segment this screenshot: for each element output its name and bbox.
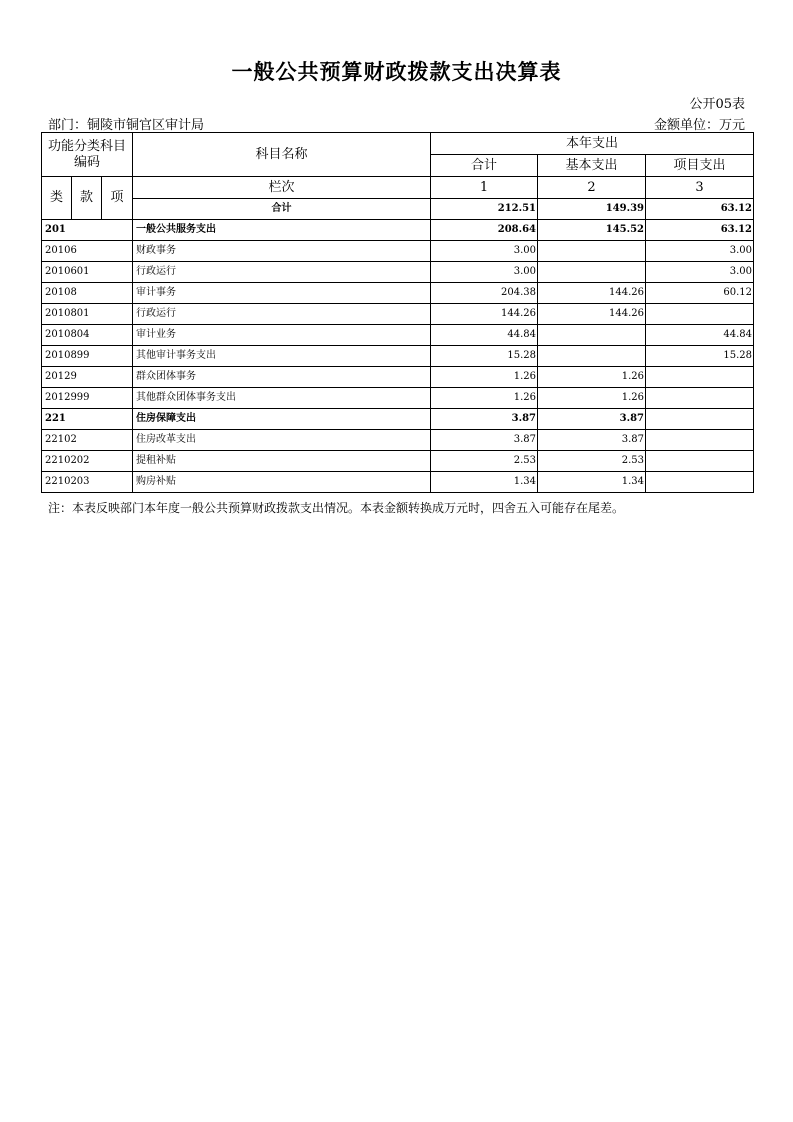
row-name: 其他群众团体事务支出 (133, 388, 431, 409)
row-project (646, 388, 754, 409)
row-code: 221 (42, 409, 133, 430)
total-row-label: 合计 (133, 199, 431, 220)
footnote: 注：本表反映部门本年度一般公共预算财政拨款支出情况。本表金额转换成万元时，四舍五入可能存在尾差。 (48, 501, 625, 515)
amount-unit-label: 金额单位：万元 (653, 118, 745, 133)
row-name: 行政运行 (133, 304, 431, 325)
row-code: 22102 (42, 430, 133, 451)
row-name: 审计事务 (133, 283, 431, 304)
row-code: 20129 (42, 367, 133, 388)
row-project: 63.12 (646, 220, 754, 241)
row-basic: 145.52 (538, 220, 646, 241)
row-project (646, 451, 754, 472)
row-project: 44.84 (646, 325, 754, 346)
row-code: 2210203 (42, 472, 133, 493)
current-year-header: 本年支出 (431, 133, 754, 155)
row-name: 住房改革支出 (133, 430, 431, 451)
row-basic: 2.53 (538, 451, 646, 472)
row-total: 15.28 (431, 346, 538, 367)
row-code: 2010601 (42, 262, 133, 283)
row-basic: 1.34 (538, 472, 646, 493)
row-basic (538, 346, 646, 367)
row-total: 3.87 (431, 430, 538, 451)
total-row-basic: 149.39 (538, 199, 646, 220)
row-code: 2012999 (42, 388, 133, 409)
row-name: 审计业务 (133, 325, 431, 346)
basic-header: 基本支出 (538, 155, 646, 177)
row-project: 3.00 (646, 241, 754, 262)
row-name: 群众团体事务 (133, 367, 431, 388)
code-group-header: 功能分类科目编码 (42, 133, 133, 177)
row-total: 208.64 (431, 220, 538, 241)
department-label: 部门：铜陵市铜官区审计局 (48, 118, 205, 133)
row-basic: 144.26 (538, 304, 646, 325)
table-row (42, 451, 754, 472)
column-3-header: 3 (646, 177, 754, 199)
row-basic (538, 262, 646, 283)
row-total: 204.38 (431, 283, 538, 304)
table-row (42, 325, 754, 346)
row-project: 15.28 (646, 346, 754, 367)
row-basic: 144.26 (538, 283, 646, 304)
form-number: 公开05表 (689, 97, 745, 112)
row-name: 购房补贴 (133, 472, 431, 493)
row-total: 1.26 (431, 388, 538, 409)
expenditure-table (41, 132, 754, 493)
table-row (42, 283, 754, 304)
row-code: 2010899 (42, 346, 133, 367)
row-total: 144.26 (431, 304, 538, 325)
row-name: 其他审计事务支出 (133, 346, 431, 367)
column-number-header: 栏次 (133, 177, 431, 199)
row-project (646, 472, 754, 493)
row-total: 3.00 (431, 241, 538, 262)
row-total: 3.00 (431, 262, 538, 283)
row-basic: 1.26 (538, 367, 646, 388)
row-project: 60.12 (646, 283, 754, 304)
total-header: 合计 (431, 155, 538, 177)
table-row (42, 262, 754, 283)
row-basic (538, 325, 646, 346)
row-code: 2010804 (42, 325, 133, 346)
row-name: 一般公共服务支出 (133, 220, 431, 241)
kuan-header: 款 (72, 177, 102, 220)
row-code: 20106 (42, 241, 133, 262)
lei-header: 类 (42, 177, 72, 220)
row-basic (538, 241, 646, 262)
table-row (42, 241, 754, 262)
row-name: 行政运行 (133, 262, 431, 283)
row-basic: 1.26 (538, 388, 646, 409)
row-basic: 3.87 (538, 409, 646, 430)
row-total: 44.84 (431, 325, 538, 346)
row-project: 3.00 (646, 262, 754, 283)
page-title: 一般公共预算财政拨款支出决算表 (231, 60, 562, 84)
total-row-total: 212.51 (431, 199, 538, 220)
table-row (42, 430, 754, 451)
column-2-header: 2 (538, 177, 646, 199)
row-basic: 3.87 (538, 430, 646, 451)
table-row (42, 388, 754, 409)
total-row-project: 63.12 (646, 199, 754, 220)
row-code: 20108 (42, 283, 133, 304)
table-row (42, 472, 754, 493)
project-header: 项目支出 (646, 155, 754, 177)
row-total: 3.87 (431, 409, 538, 430)
xiang-header: 项 (102, 177, 133, 220)
row-total: 1.34 (431, 472, 538, 493)
table-row (42, 367, 754, 388)
row-name: 提租补贴 (133, 451, 431, 472)
subject-name-header: 科目名称 (133, 133, 431, 177)
table-row (42, 304, 754, 325)
row-total: 2.53 (431, 451, 538, 472)
row-name: 财政事务 (133, 241, 431, 262)
table-row (42, 346, 754, 367)
row-project (646, 367, 754, 388)
row-code: 2010801 (42, 304, 133, 325)
column-1-header: 1 (431, 177, 538, 199)
row-project (646, 430, 754, 451)
table-row (42, 409, 754, 430)
table-row (42, 220, 754, 241)
row-code: 2210202 (42, 451, 133, 472)
row-name: 住房保障支出 (133, 409, 431, 430)
row-project (646, 409, 754, 430)
row-project (646, 304, 754, 325)
row-total: 1.26 (431, 367, 538, 388)
row-code: 201 (42, 220, 133, 241)
